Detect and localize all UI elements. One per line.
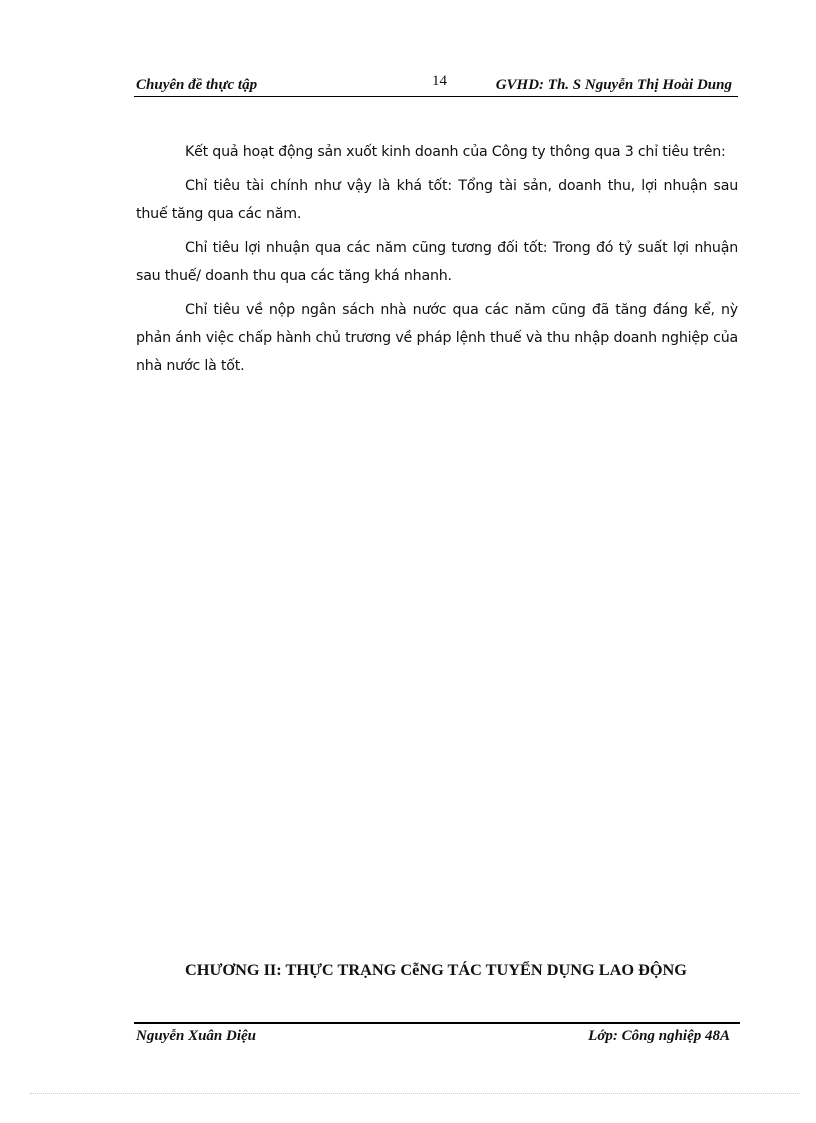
page-bottom-dotted-border	[30, 1093, 800, 1094]
chapter-heading: CHƯƠNG II: THỰC TRẠNG CễNG TÁC TUYỂN DỤNG LAO ĐỘNG	[185, 960, 687, 979]
paragraph-4: Chỉ tiêu về nộp ngân sách nhà nước qua các năm cũng đã tăng đáng kể, nỳ phản ánh việc chấp hành chủ trương về pháp lệnh thuế và thu nhập doanh nghiệp của nhà nước là tốt.	[136, 302, 738, 374]
page-header	[134, 70, 738, 97]
paragraph-2: Chỉ tiêu tài chính như vậy là khá tốt: Tổng tài sản, doanh thu, lợi nhuận sau thuế tăng qua các năm.	[136, 178, 738, 222]
header-supervisor: GVHD: Th. S Nguyễn Thị Hoài Dung	[495, 77, 732, 93]
body-text	[136, 138, 738, 386]
header-report-title: Chuyên đề thực tập	[136, 77, 258, 93]
paragraph-1: Kết quả hoạt động sản xuốt kinh doanh của Công ty thông qua 3 chỉ tiêu trên:	[185, 144, 726, 160]
paragraph-3: Chỉ tiêu lợi nhuận qua các năm cũng tương đối tốt: Trong đó tỷ suất lợi nhuận sau thuế/ doanh thu qua các tăng khá nhanh.	[136, 240, 738, 284]
footer-divider	[134, 1022, 740, 1024]
page-number: 14	[432, 73, 447, 89]
footer-class: Lớp: Công nghiệp 48A	[588, 1028, 730, 1044]
footer-author: Nguyễn Xuân Diệu	[136, 1028, 257, 1044]
